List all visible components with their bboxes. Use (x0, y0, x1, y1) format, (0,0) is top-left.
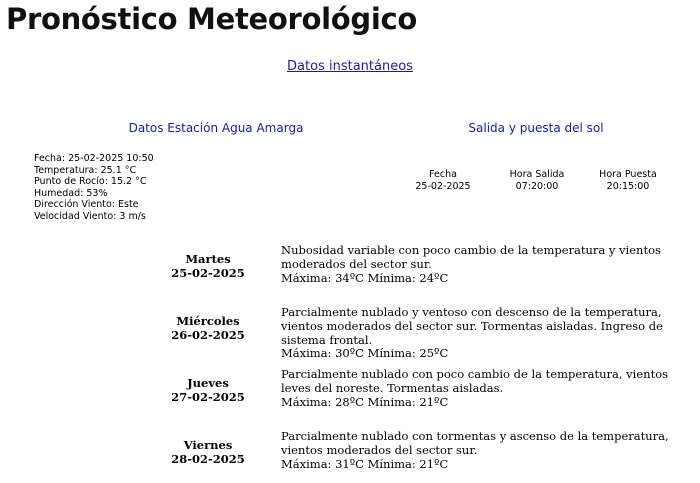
sunrise-column (492, 169, 582, 192)
forecast-day-date: 27-02-2025 (171, 390, 245, 404)
forecast-description (281, 244, 691, 285)
sunset-label: Hora Puesta (599, 169, 657, 180)
forecast-day-name: Martes (185, 252, 231, 266)
page-title: Pronóstico Meteorológico (6, 2, 418, 36)
forecast-minmax: Máxima: 28ºC Mínima: 21ºC (281, 394, 449, 409)
forecast-day-date: 26-02-2025 (171, 328, 245, 342)
forecast-description (281, 430, 691, 471)
forecast-text: Nubosidad variable con poco cambio de la temperatura y vientos moderados del sector sur. (281, 243, 661, 271)
forecast-minmax: Máxima: 31ºC Mínima: 21ºC (281, 456, 449, 471)
sun-date-label: Fecha (429, 169, 457, 180)
station-dew-point: Punto de Rocío: 15.2 °C (34, 176, 147, 188)
datos-instantaneos-link[interactable]: Datos instantáneos (287, 59, 413, 74)
forecast-day (163, 438, 253, 466)
sun-date-column (398, 169, 488, 192)
forecast-day-name: Jueves (187, 376, 229, 390)
sunrise-label: Hora Salida (509, 169, 565, 180)
forecast-day (163, 314, 253, 342)
station-wind-direction: Dirección Viento: Este (34, 199, 139, 211)
station-humidity: Humedad: 53% (34, 187, 108, 199)
sunset-column (583, 169, 673, 192)
forecast-text: Parcialmente nublado y ventoso con descenso de la temperatura, vientos moderados del sector sur. Tormentas aisladas. Ingreso de sistema frontal. (281, 305, 663, 347)
forecast-day-name: Viernes (183, 438, 233, 452)
forecast-day (163, 376, 253, 404)
station-heading: Datos Estación Agua Amarga (128, 121, 304, 135)
sun-heading: Salida y puesta del sol (468, 121, 604, 135)
forecast-minmax: Máxima: 34ºC Mínima: 24ºC (281, 270, 449, 285)
sunrise-value: 07:20:00 (515, 180, 559, 192)
forecast-day-date: 28-02-2025 (171, 452, 245, 466)
station-temperature: Temperatura: 25.1 °C (34, 164, 137, 176)
station-wind-speed: Velocidad Viento: 3 m/s (34, 210, 146, 222)
forecast-description (281, 306, 691, 361)
forecast-text: Parcialmente nublado con tormentas y ascenso de la temperatura, vientos moderados del sector sur. (281, 429, 669, 457)
forecast-text: Parcialmente nublado con poco cambio de la temperatura, vientos leves del noreste. Tormentas aisladas. (281, 367, 669, 395)
sun-date-value: 25-02-2025 (415, 180, 471, 192)
forecast-day (163, 252, 253, 280)
forecast-description (281, 368, 691, 409)
station-date: Fecha: 25-02-2025 10:50 (34, 153, 154, 164)
forecast-minmax: Máxima: 30ºC Mínima: 25ºC (281, 346, 449, 361)
station-info (34, 153, 154, 223)
sunset-value: 20:15:00 (606, 180, 650, 192)
forecast-day-name: Miércoles (176, 314, 240, 328)
forecast-day-date: 25-02-2025 (171, 266, 245, 280)
